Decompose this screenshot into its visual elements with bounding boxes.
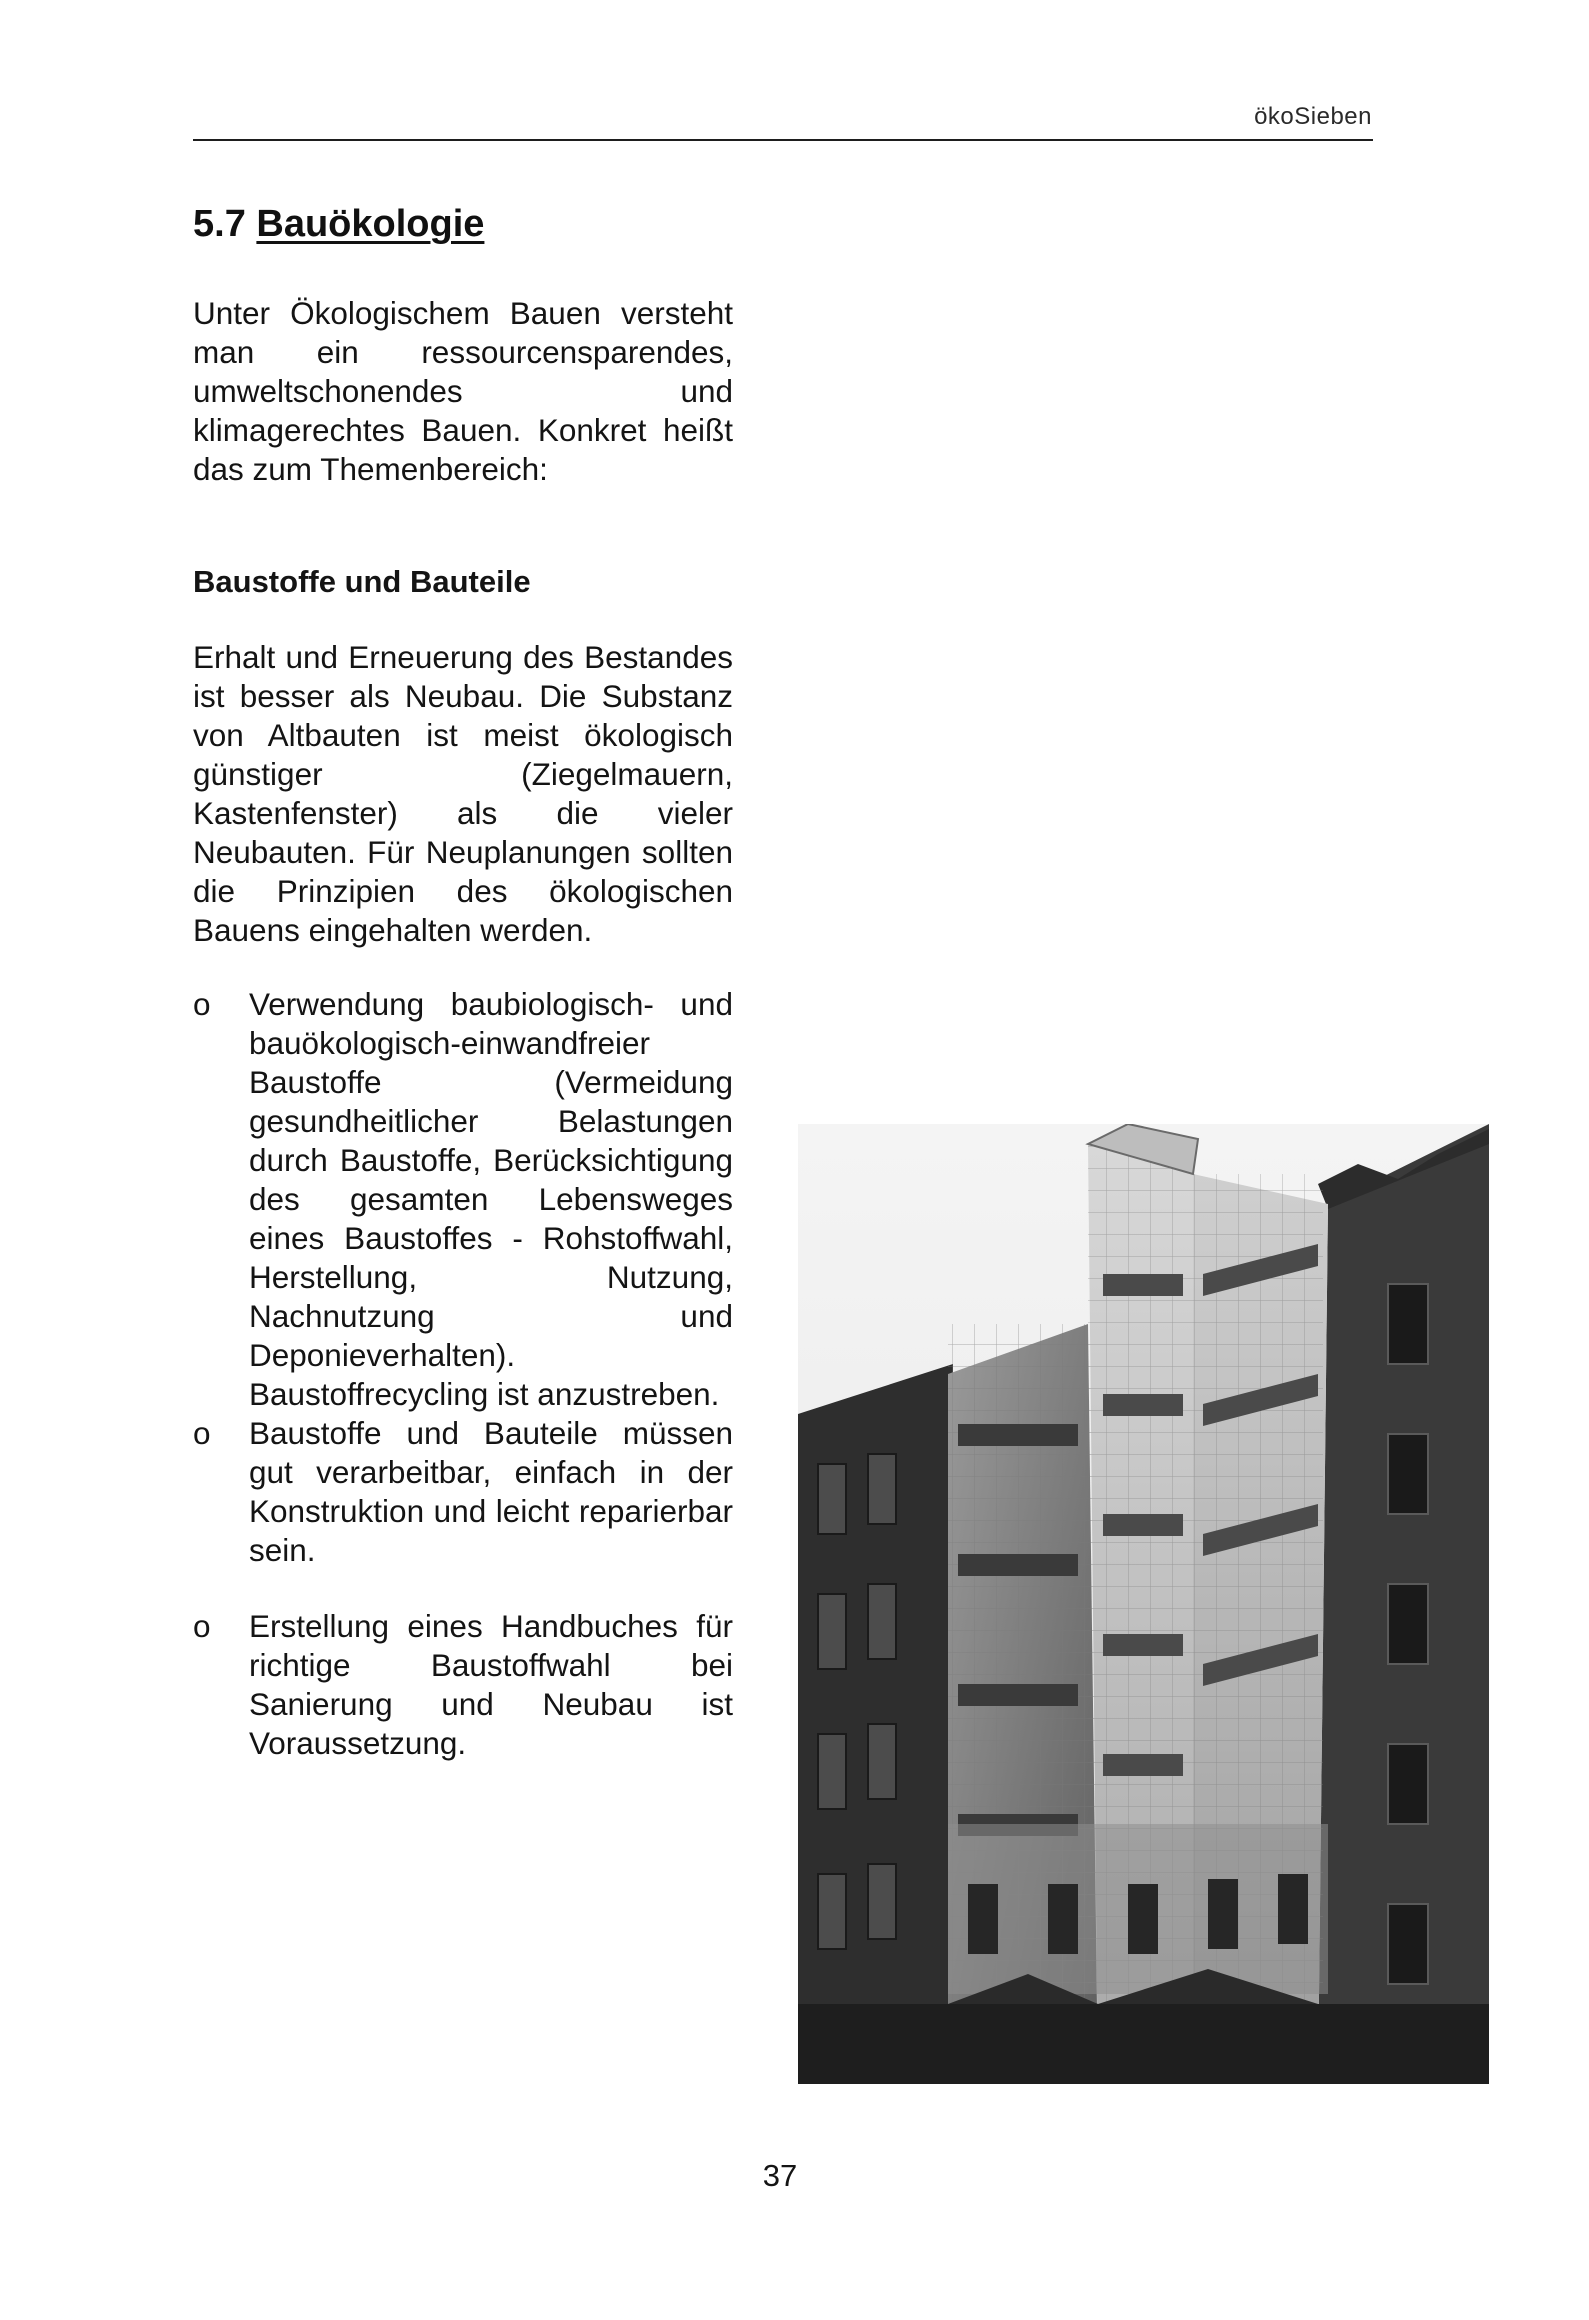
subsection-paragraph: Erhalt und Erneuerung des Bestandes ist besser als Neubau. Die Substanz von Altbauten ist meist ökologisch günstiger (Ziegelmauern, Kastenfenster) als die vieler Neubauten. Für Neuplanungen sollten die Prinzipien des ökologischen Bauens eingehalten werden.	[193, 639, 733, 948]
page-number: 37	[762, 2158, 798, 2193]
section-title	[193, 203, 484, 246]
bullet-text: Verwendung baubiologisch- und bauökologisch-einwandfreier Baustoffe (Vermeidung gesundheitlicher Belastungen durch Baustoffe, Berücksichtigung des gesamten Lebensweges eines Baustoffes - Rohstoffwahl, Herstellung, Nutzung, Nachnutzung und Deponieverhalten). Baustoffrecycling ist anzustreben.	[249, 986, 733, 1412]
bullet-text: Erstellung eines Handbuches für richtige Baustoffwahl bei Sanierung und Neubau ist Voraussetzung.	[249, 1608, 733, 1761]
bullet-marker: o	[193, 1608, 211, 1644]
intro-paragraph: Unter Ökologischem Bauen versteht man ein ressourcensparendes, umweltschonendes und klimagerechtes Bauen. Konkret heißt das zum Themenbereich:	[193, 295, 733, 487]
subsection-heading: Baustoffe und Bauteile	[193, 564, 531, 599]
bullet-marker: o	[193, 986, 211, 1022]
section-number: 5.7	[193, 203, 246, 245]
header-rule	[193, 139, 1373, 141]
section-title-text: Bauökologie	[256, 203, 485, 245]
running-head: ökoSieben	[1254, 103, 1372, 130]
building-photo	[798, 1124, 1489, 2084]
bullet-marker: o	[193, 1415, 211, 1451]
bullet-text: Baustoffe und Bauteile müssen gut verarbeitbar, einfach in der Konstruktion und leicht reparierbar sein.	[249, 1415, 733, 1568]
